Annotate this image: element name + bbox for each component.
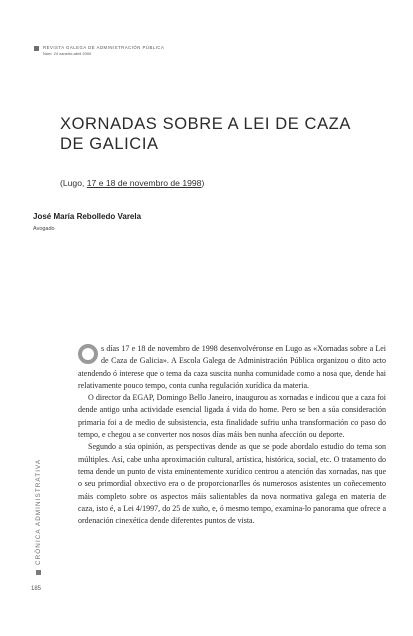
- running-header: [34, 45, 164, 57]
- subtitle-suffix: ): [201, 178, 205, 188]
- paragraph-3: Segundo a súa opinión, as perspectivas dende as que se pode abordalo estudio do tema son múltiples. Así, cabe unha aproximación cultural, artística, histórica, social, etc. O tratamento do tema dende un punto de vista eminentemente xurídico centrou a atención das xornadas, nas que o seu primordial obxectivo era o de proporcionarlles ós numerosos asistentes un coñecemento máis completo sobre os aspectos máis salientables da nova normativa galega en materia de caza, isto é, a Lei 4/1997, do 25 de xuño, e, ó mesmo tempo, examina-lo panorama que ofrece a ordenación cinexética dende diferentes puntos de vista.: [78, 442, 386, 526]
- subtitle-dates: 17 e 18 de novembro de 1998: [86, 178, 202, 188]
- article-title-line-1: XORNADAS SOBRE A LEI DE CAZA: [60, 115, 351, 133]
- paragraph-1-text: s días 17 e 18 de novembro de 1998 desenvolvéronse en Lugo as «Xornadas sobre a Lei de Caza de Galicia». A Escola Galega de Administración Pública organizou o dito acto atendendo ó interese que o tema da caza suscita nunha comunidade como a nosa que, dende hai relativamente pouco tempo, conta cunha regulación xurídica da materia.: [78, 344, 386, 390]
- section-label: [35, 459, 42, 575]
- running-header-text: [43, 45, 164, 57]
- paragraph-1: [78, 343, 386, 392]
- article-title: [60, 114, 380, 154]
- paragraph-2: O director da EGAP, Domingo Bello Janeiro, inaugurou as xornadas e indicou que a caza foi dende antigo unha actividade esencial ligada á vida do home. Pero se ben a súa consideración primaria foi a de medio de subsistencia, esta finalidade sufriu unha transformación co paso do tempo, e chegou a se converter nos nosos días máis ben nunha afección ou deporte.: [78, 393, 386, 440]
- page-number: 185: [31, 586, 42, 592]
- article-title-line-2: DE GALICIA: [60, 135, 159, 153]
- journal-name: REVISTA GALEGA DE ADMINISTRACIÓN PÚBLICA: [43, 45, 165, 50]
- section-label-text: CRÓNICA ADMINISTRATIVA: [35, 458, 42, 565]
- issue-info: Núm. 24 xaneiro-abril 2000: [43, 51, 92, 56]
- article-subtitle: [60, 178, 204, 188]
- section-square-mark: [36, 570, 41, 575]
- author-role: Avogado: [33, 226, 55, 232]
- dropcap-o: [78, 344, 98, 364]
- header-square-mark: [34, 46, 39, 51]
- subtitle-prefix: (Lugo,: [60, 178, 87, 188]
- author-name: José María Rebolledo Varela: [33, 212, 142, 221]
- article-body: [78, 343, 386, 527]
